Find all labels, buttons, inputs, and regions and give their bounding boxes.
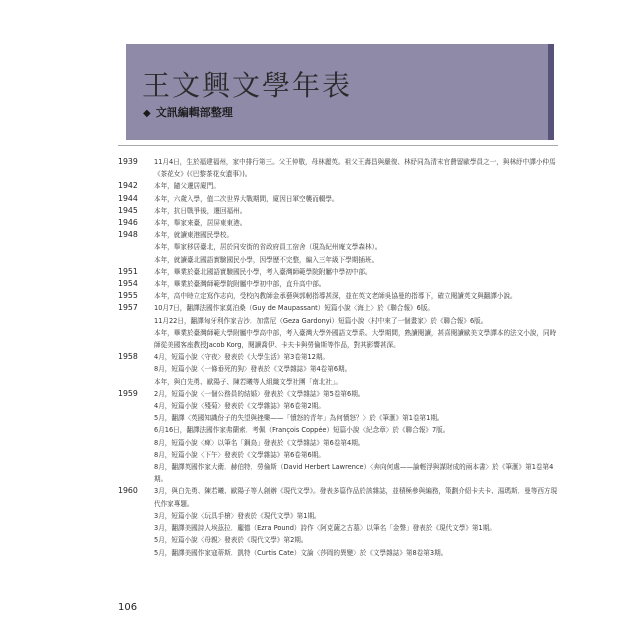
year-label: 1942 [118,181,138,191]
year-block [118,266,558,278]
year-block [118,205,558,217]
year-block [118,388,558,486]
chronology-entry: 本年，隨父遷居廈門。 [154,182,220,191]
title-divider [118,145,558,146]
chronology-entry: 11月4日，生於福建福州，家中排行第三。父王仲敬，母林麗英。祖父王壽昌與嚴復、林紓同為清末官費留歐學員之一，與林紓中譯小仲馬《茶花女》(《巴黎茶花女遺事》)。 [154,158,556,179]
page-number: 106 [118,602,138,613]
year-label: 1957 [118,303,138,313]
chronology-entry: 本年，就讀東港國民學校。 [154,231,234,240]
chronology-entry: 5月，翻譯美國作家寇蒂斯．凱特（Curtis Cate）文論〈莎岡的異變〉於《文學雜誌》第8卷第3期。 [154,548,448,557]
year-entries [154,217,558,229]
diamond-icon: ◆ [143,108,151,119]
chronology-entry: 3月，短篇小說〈玩具手槍〉發表於《現代文學》第1期。 [154,511,321,520]
chronology-entry: 本年，抗日戰爭後，遷回福州。 [154,206,247,215]
year-label: 1946 [118,218,138,228]
year-label: 1959 [118,388,138,398]
chronology-entry: 4月，短篇小說〈殘菊〉發表於《文學雜誌》第6卷第2期。 [154,402,325,411]
year-entries [154,266,558,278]
year-label: 1944 [118,193,138,203]
year-label: 1939 [118,157,138,166]
chronology-entry: 8月，翻譯英國作家大衛．赫伯特．勞倫斯（David Herbert Lawrence）〈奔向何處——論輕浮與謀財成的兩本書〉於《筆滙》第1卷第4期。 [154,463,554,484]
page-title: 王文興文學年表 [142,69,353,102]
chronology-entry: 10月7日，翻譯法國作家莫泊桑（Guy de Maupassant）短篇小說〈海上〉於《聯合報》6版。 [154,304,435,313]
chronology-entry: 3月，與白先勇、陳若曦、歐陽子等人創辦《現代文學》。發表多篇作品於該雜誌，並積極參與編務，策劃介紹卡夫卡、湯瑪斯．曼等西方現代作家專題。 [154,487,558,508]
chronology-entry: 11月22日，翻譯匈牙利作家吉沙．加當尼（Geza Gardonyi）短篇小說〈村中來了一個畫家〉於《聯合報》6版。 [154,316,488,325]
year-block [118,156,558,180]
chronology-entry: 8月，短篇小說〈下午〉發表於《文學雜誌》第6卷第6期。 [154,450,325,459]
chronology-entry: 8月，短篇小說〈一條垂死的狗〉發表於《文學雜誌》第4卷第6期。 [154,365,352,374]
chronology-entry: 本年，畢業於臺北國語實驗國民小學，考入臺灣師範學院附屬中學初中部。 [154,267,372,276]
year-label: 1955 [118,291,138,301]
chronology-entry: 5月，翻譯〈英國知識份子的失望與挫樂——「憤怒的青年」為何憤怒？〉於《筆滙》第1卷第1期。 [154,414,444,423]
year-entries [154,180,558,192]
chronology-entry: 2月，短篇小說〈一個公務員的結婚〉發表於《文學雜誌》第5卷第6期。 [154,389,365,398]
year-entries [154,351,558,388]
chronology-entry: 本年，舉家來臺，居屏東東港。 [154,219,247,228]
year-block [118,278,558,290]
chronology-entry: 6月16日，翻譯法國作家弗蘭索．考佩（François Coppée）短篇小說〈紀念章〉於《聯合報》7版。 [154,426,450,435]
year-block [118,351,558,388]
year-block [118,193,558,205]
year-block [118,229,558,266]
year-label: 1948 [118,230,138,240]
chronology-entry: 本年，畢業於臺灣師範學院附屬中學初中部，直升高中部。 [154,280,326,289]
chronology-entry: 8月，短篇小說〈痺〉以筆名「鋼鳥」發表於《文學雜誌》第6卷第4期。 [154,438,365,447]
year-block [118,290,558,302]
subtitle-text: 文訊編輯部整理 [155,106,233,119]
chronology-entry: 本年，與白先勇、歐陽子、陳若曦等人組織文學社團「南北社」。 [154,377,342,386]
year-label: 1958 [118,352,138,362]
year-block [118,302,558,351]
chronology-entry: 5月，短篇小說〈母親〉發表於《現代文學》第2期。 [154,536,308,545]
chronology-entry: 本年，就讀臺北國語實驗國民小學，因學歷不完整，編入三年級下學期插班。 [154,255,379,264]
year-block [118,217,558,229]
year-label: 1951 [118,266,138,276]
chronology-entry: 3月，翻譯美國詩人埃茲拉．龐德（Ezra Pound）詩作〈阿克薩之古墓〉以筆名「金聲」發表於《現代文學》第1期。 [154,524,496,533]
chronology-entry: 本年，六歲入學，值二次世界大戰期間，廈因日軍空襲而輟學。 [154,194,339,203]
chronology-entry: 本年，舉家移居臺北，居於同安街的省政府員工宿舍（現為紀州庵文學森林）。 [154,243,382,252]
year-entries [154,193,558,205]
year-block [118,180,558,192]
subtitle [143,104,233,120]
header-band-edge [548,44,554,140]
year-entries [154,278,558,290]
year-entries [154,388,558,486]
chronology-entry: 本年，高中時立定寫作志向，受校內教師金承藝與郭軔指導甚深，並在英文老師吳協曼的指導下，確立閱讀英文與翻譯小說。 [154,292,517,301]
chronology-entry: 4月，短篇小說〈守夜〉發表於《大學生活》第3卷第12期。 [154,353,330,362]
year-label: 1945 [118,205,138,215]
year-entries [154,290,558,302]
year-entries [154,205,558,217]
year-entries [154,302,558,351]
year-label: 1954 [118,279,138,289]
year-entries [154,156,558,180]
year-entries [154,485,558,558]
year-block [118,485,558,558]
chronology-entry: 本年，畢業於臺灣師範大學附屬中學高中部，考入臺灣大學外國語文學系。大學期間，熟讀閱讀，甚喜閱讀歐美文學譯本的法文小說，同時師從美國客座教授Jacob Korg，閱讀喬伊、卡夫卡與勞倫斯等作品，對其影響甚深。 [154,328,557,350]
chronology-table [118,156,558,559]
year-entries [154,229,558,266]
year-label: 1960 [118,486,138,496]
